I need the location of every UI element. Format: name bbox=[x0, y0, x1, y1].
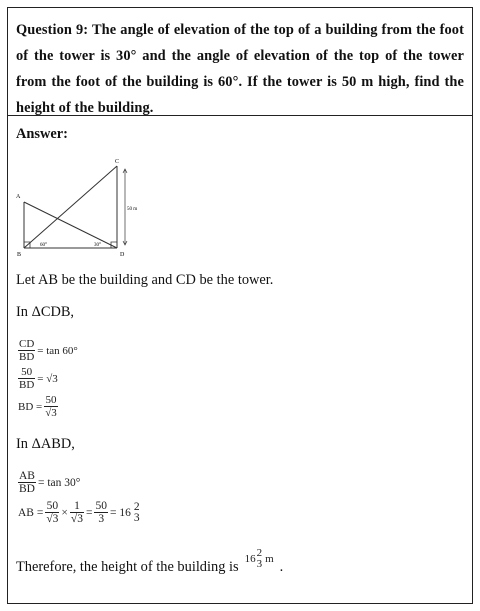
question-cell bbox=[8, 8, 472, 116]
answer-label: Answer: bbox=[16, 126, 68, 142]
fraction-ab-bd: $\frac{AB}{BD}$ bbox=[19, 470, 35, 495]
fraction-50-bd: $\frac{50}{BD}$ bbox=[19, 366, 35, 391]
fraction-2-3: 2 3 bbox=[133, 500, 140, 524]
equation-1: $\frac{CD}{BD}$ = tan 60° bbox=[19, 338, 78, 363]
angle-d-label: 30° bbox=[94, 243, 101, 248]
point-d-label: D bbox=[120, 252, 125, 257]
conclusion-line: Therefore, the height of the building is 16 2 3 m . bbox=[16, 547, 284, 575]
conclusion-text: Therefore, the height of the building is bbox=[16, 558, 239, 575]
let-statement: Let AB be the building and CD be the tower. bbox=[16, 272, 274, 288]
triangle-abd-heading: In ΔABD, bbox=[16, 436, 75, 452]
point-a-label: A bbox=[16, 194, 21, 200]
sightline-ad bbox=[24, 202, 117, 248]
question-text: Question 9: The angle of elevation of the top of a building from the foot of the tower is 30° and the angle of elevation of the top of the tower from the foot of the building is 60°. If the tower is 50 m high, find the height of the building. bbox=[16, 22, 464, 116]
point-b-label: B bbox=[17, 252, 22, 257]
equation-3: BD = $\frac{50}{√3}$ bbox=[18, 394, 57, 419]
equation-4: $\frac{AB}{BD}$ = tan 30° bbox=[19, 470, 81, 495]
equation-5: AB = $\frac{50}{√3}$ × $\frac{1}{√3}$ = $\frac{50}{3}$ = 16 2 3 bbox=[18, 500, 140, 525]
equation-2: $\frac{50}{BD}$ = √3 bbox=[19, 366, 58, 391]
angle-b-label: 60° bbox=[40, 243, 47, 248]
fraction-50-root3: $\frac{50}{√3}$ bbox=[45, 394, 57, 419]
fraction-1-root3: $\frac{1}{√3}$ bbox=[70, 500, 83, 525]
tower-height-label: 50 m bbox=[127, 207, 138, 212]
triangle-cdb-heading: In ΔCDB, bbox=[16, 304, 75, 320]
final-fraction: 2 3 bbox=[256, 547, 263, 570]
sightline-bc bbox=[24, 166, 117, 248]
fraction-50-root3-b: $\frac{50}{√3}$ bbox=[46, 500, 59, 525]
fraction-50-3: $\frac{50}{3}$ bbox=[95, 500, 107, 525]
point-c-label: C bbox=[115, 159, 120, 165]
question-answer-box bbox=[7, 7, 473, 604]
final-answer: 16 2 3 m bbox=[244, 547, 274, 570]
fraction-cd-bd: $\frac{CD}{BD}$ bbox=[19, 338, 35, 363]
triangle-figure bbox=[14, 152, 144, 262]
answer-cell bbox=[8, 116, 472, 603]
